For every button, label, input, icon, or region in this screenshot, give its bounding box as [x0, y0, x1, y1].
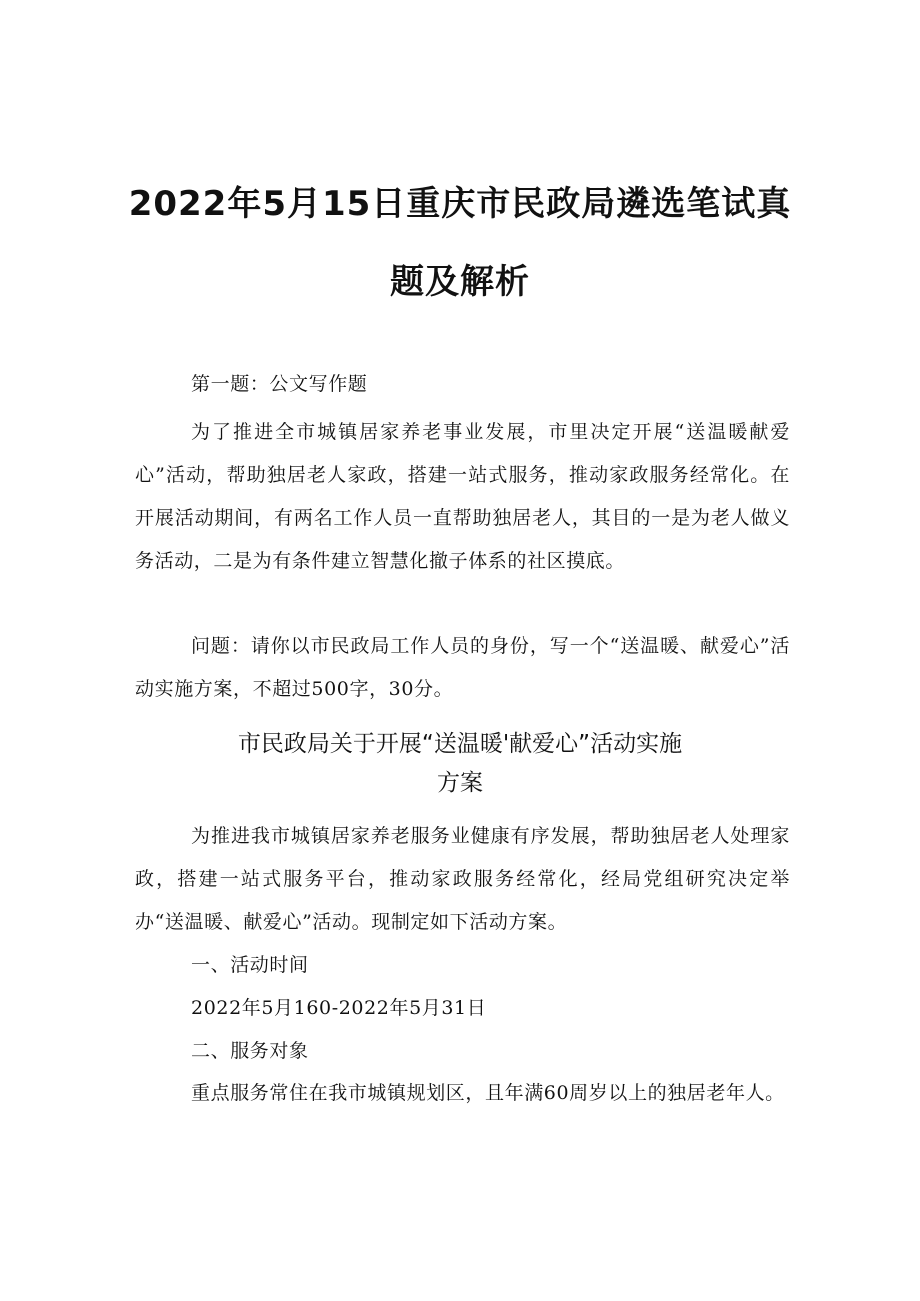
question-body: 为了推进全市城镇居家养老事业发展，市里决定开展“送温暖献爱心”活动，帮助独居老人家政，搭建一站式服务，推动家政服务经常化。在开展活动期间，有两名工作人员一直帮助独居老人，其目的一是为老人做义务活动，二是为有条件建立智慧化撤子体系的社区摸底。 — [135, 421, 790, 572]
section-1-body: 2022年5月160-2022年5月31日 — [191, 997, 487, 1019]
section-1-heading: 一、活动时间 — [191, 954, 309, 976]
document-title-line-2: 题及解析 — [390, 262, 530, 302]
question-prompt: 问题：请你以市民政局工作人员的身份，写一个“送温暖、献爱心”活动实施方案，不超过500字，30分。 — [135, 635, 790, 700]
document-title-line-1: 2022年5月15日重庆市民政局遴选笔试真 — [128, 184, 792, 224]
question-heading: 第一题：公文写作题 — [191, 373, 368, 395]
section-2-heading: 二、服务对象 — [191, 1040, 309, 1062]
plan-title-line-2: 方案 — [437, 770, 483, 796]
plan-intro: 为推进我市城镇居家养老服务业健康有序发展，帮助独居老人处理家政，搭建一站式服务平台，推动家政服务经常化，经局党组研究决定举办“送温暖、献爱心”活动。现制定如下活动方案。 — [135, 825, 790, 933]
plan-title-line-1: 市民政局关于开展“送温暖'献爱心”活动实施 — [237, 731, 683, 757]
section-2-body: 重点服务常住在我市城镇规划区，且年满60周岁以上的独居老年人。 — [191, 1082, 785, 1104]
